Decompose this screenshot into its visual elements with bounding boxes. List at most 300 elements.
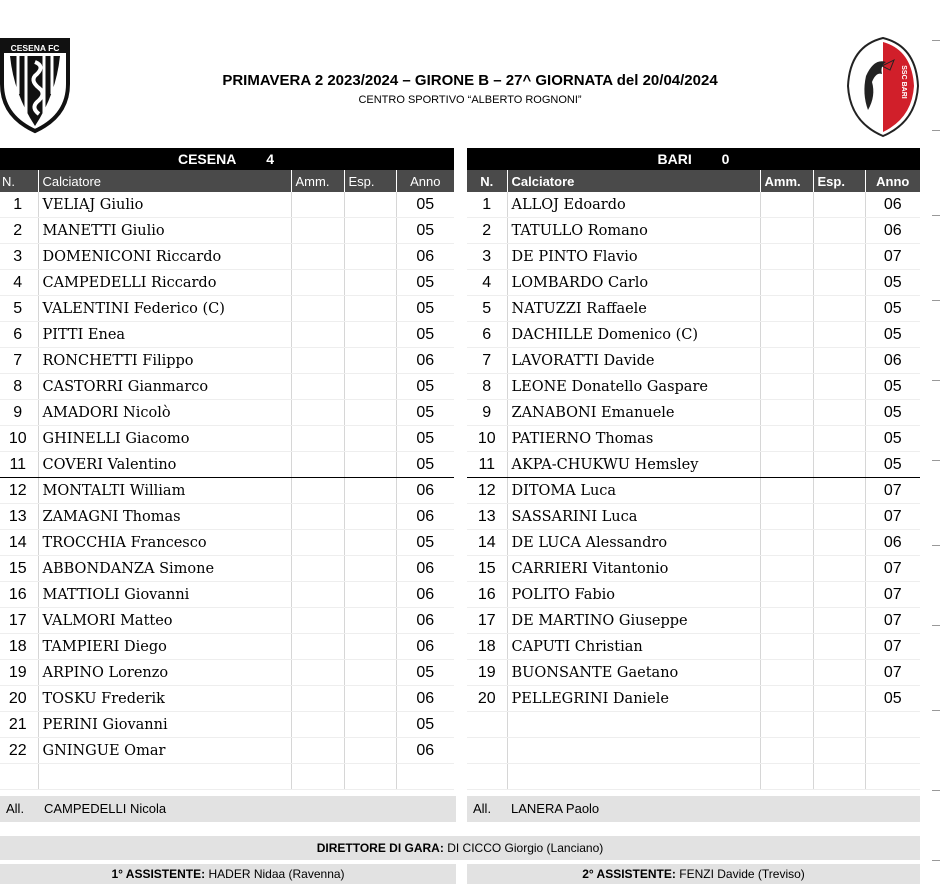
player-number: 2: [467, 218, 507, 244]
player-red-card: [813, 218, 865, 244]
player-row: [0, 764, 454, 790]
player-red-card: [813, 478, 865, 504]
player-yellow-card: [291, 608, 344, 634]
player-birth-year: 06: [396, 478, 454, 504]
player-row: [467, 374, 920, 400]
player-row: [0, 218, 454, 244]
player-birth-year: 06: [865, 348, 920, 374]
player-yellow-card: [760, 738, 813, 764]
player-number: 19: [467, 660, 507, 686]
player-yellow-card: [760, 582, 813, 608]
player-row: [0, 244, 454, 270]
home-team-score: 4: [266, 151, 275, 167]
player-yellow-card: [760, 348, 813, 374]
player-birth-year: 05: [865, 270, 920, 296]
player-red-card: [813, 608, 865, 634]
player-name: TAMPIERI Diego: [38, 634, 291, 660]
player-name: CASTORRI Gianmarco: [38, 374, 291, 400]
home-team-panel: [0, 148, 454, 790]
player-birth-year: 07: [865, 244, 920, 270]
player-yellow-card: [760, 322, 813, 348]
col-amm: Amm.: [291, 170, 344, 192]
player-red-card: [344, 452, 396, 478]
player-number: 14: [467, 530, 507, 556]
player-row: [0, 270, 454, 296]
player-yellow-card: [760, 660, 813, 686]
player-birth-year: 06: [396, 244, 454, 270]
player-name: BUONSANTE Gaetano: [507, 660, 760, 686]
assistant1-name: HADER Nidaa (Ravenna): [208, 867, 345, 881]
player-birth-year: 05: [396, 530, 454, 556]
player-name: LAVORATTI Davide: [507, 348, 760, 374]
player-birth-year: 05: [865, 452, 920, 478]
player-name: COVERI Valentino: [38, 452, 291, 478]
player-row: [467, 348, 920, 374]
home-roster-header-row: [0, 170, 454, 192]
player-number: [0, 764, 38, 790]
player-name: ZANABONI Emanuele: [507, 400, 760, 426]
away-team-score: 0: [721, 151, 730, 167]
col-num: N.: [467, 170, 507, 192]
player-red-card: [344, 582, 396, 608]
player-birth-year: 05: [396, 374, 454, 400]
player-birth-year: 05: [865, 400, 920, 426]
player-row: [0, 556, 454, 582]
player-birth-year: 05: [396, 192, 454, 218]
player-name: VELIAJ Giulio: [38, 192, 291, 218]
assistant1-row: [0, 864, 456, 884]
player-yellow-card: [291, 322, 344, 348]
player-number: 1: [0, 192, 38, 218]
player-birth-year: 06: [396, 348, 454, 374]
player-birth-year: 07: [865, 478, 920, 504]
player-number: 18: [467, 634, 507, 660]
player-birth-year: 05: [396, 400, 454, 426]
player-red-card: [344, 322, 396, 348]
player-yellow-card: [760, 504, 813, 530]
player-yellow-card: [291, 192, 344, 218]
player-name: LOMBARDO Carlo: [507, 270, 760, 296]
player-red-card: [813, 504, 865, 530]
player-yellow-card: [291, 478, 344, 504]
player-row: [467, 582, 920, 608]
player-yellow-card: [760, 530, 813, 556]
player-yellow-card: [291, 296, 344, 322]
player-yellow-card: [291, 530, 344, 556]
player-name: PATIERNO Thomas: [507, 426, 760, 452]
player-yellow-card: [760, 634, 813, 660]
player-birth-year: 06: [865, 218, 920, 244]
player-number: 20: [0, 686, 38, 712]
player-birth-year: 05: [865, 426, 920, 452]
player-birth-year: [865, 712, 920, 738]
player-row: [467, 608, 920, 634]
player-yellow-card: [291, 660, 344, 686]
player-birth-year: [396, 764, 454, 790]
cesena-crest-logo: [0, 34, 78, 134]
player-birth-year: 06: [396, 504, 454, 530]
home-coach-row: [0, 796, 456, 822]
player-red-card: [813, 764, 865, 790]
player-row: [0, 478, 454, 504]
cesena-crest-text: CESENA FC: [10, 43, 60, 53]
player-number: 11: [467, 452, 507, 478]
player-yellow-card: [291, 348, 344, 374]
player-name: NATUZZI Raffaele: [507, 296, 760, 322]
player-number: 20: [467, 686, 507, 712]
player-name: DE PINTO Flavio: [507, 244, 760, 270]
player-row: [467, 400, 920, 426]
home-coach-name: CAMPEDELLI Nicola: [44, 801, 167, 816]
player-name: CAMPEDELLI Riccardo: [38, 270, 291, 296]
player-birth-year: 05: [396, 296, 454, 322]
player-row: [467, 530, 920, 556]
bari-crest-logo: [846, 36, 920, 138]
player-row: [467, 634, 920, 660]
player-row: [0, 452, 454, 478]
player-red-card: [344, 400, 396, 426]
referee-row: [0, 836, 920, 860]
player-birth-year: 05: [865, 322, 920, 348]
player-name: CAPUTI Christian: [507, 634, 760, 660]
player-red-card: [344, 218, 396, 244]
player-row: [467, 270, 920, 296]
player-birth-year: 05: [396, 270, 454, 296]
player-red-card: [344, 764, 396, 790]
player-yellow-card: [291, 764, 344, 790]
player-name: ARPINO Lorenzo: [38, 660, 291, 686]
home-team-header: [0, 148, 454, 170]
player-name: TATULLO Romano: [507, 218, 760, 244]
player-number: 15: [467, 556, 507, 582]
col-anno: Anno: [865, 170, 920, 192]
player-birth-year: 06: [396, 608, 454, 634]
player-birth-year: 05: [396, 322, 454, 348]
player-red-card: [813, 530, 865, 556]
player-yellow-card: [291, 712, 344, 738]
player-number: 8: [467, 374, 507, 400]
player-red-card: [813, 556, 865, 582]
player-yellow-card: [760, 400, 813, 426]
player-number: 19: [0, 660, 38, 686]
col-amm: Amm.: [760, 170, 813, 192]
player-birth-year: 07: [865, 504, 920, 530]
player-name: DE MARTINO Giuseppe: [507, 608, 760, 634]
player-birth-year: [865, 738, 920, 764]
player-red-card: [813, 244, 865, 270]
player-name: ZAMAGNI Thomas: [38, 504, 291, 530]
away-coach-label: All.: [473, 801, 492, 816]
player-birth-year: 05: [396, 452, 454, 478]
player-yellow-card: [291, 244, 344, 270]
player-birth-year: 06: [396, 556, 454, 582]
player-name: PITTI Enea: [38, 322, 291, 348]
assistant2-label: 2° ASSISTENTE:: [582, 867, 676, 881]
player-row: [0, 348, 454, 374]
page-edge-strip: [928, 0, 944, 875]
player-number: 16: [467, 582, 507, 608]
player-yellow-card: [760, 270, 813, 296]
player-red-card: [344, 426, 396, 452]
player-number: 4: [467, 270, 507, 296]
player-name: GNINGUE Omar: [38, 738, 291, 764]
player-red-card: [344, 244, 396, 270]
player-yellow-card: [291, 738, 344, 764]
assistant2-name: FENZI Davide (Treviso): [679, 867, 805, 881]
player-number: 5: [0, 296, 38, 322]
player-red-card: [813, 348, 865, 374]
away-team-header: [467, 148, 920, 170]
player-row: [467, 452, 920, 478]
venue-subtitle: CENTRO SPORTIVO “ALBERTO ROGNONI”: [358, 94, 582, 106]
player-red-card: [344, 634, 396, 660]
player-yellow-card: [291, 374, 344, 400]
player-name: TOSKU Frederik: [38, 686, 291, 712]
player-row: [467, 504, 920, 530]
col-esp: Esp.: [344, 170, 396, 192]
player-row: [467, 218, 920, 244]
player-row: [467, 556, 920, 582]
player-yellow-card: [760, 764, 813, 790]
player-row: [467, 478, 920, 504]
player-number: 12: [467, 478, 507, 504]
player-birth-year: 05: [865, 686, 920, 712]
player-yellow-card: [760, 296, 813, 322]
player-yellow-card: [760, 426, 813, 452]
player-yellow-card: [760, 192, 813, 218]
player-yellow-card: [291, 634, 344, 660]
player-yellow-card: [760, 712, 813, 738]
player-name: DE LUCA Alessandro: [507, 530, 760, 556]
player-birth-year: 06: [396, 738, 454, 764]
away-team-name: BARI: [657, 151, 692, 167]
player-row: [0, 686, 454, 712]
player-number: 12: [0, 478, 38, 504]
home-team-name: CESENA: [177, 151, 237, 167]
player-birth-year: 06: [865, 192, 920, 218]
player-name: SASSARINI Luca: [507, 504, 760, 530]
player-row: [467, 322, 920, 348]
col-num: N.: [0, 170, 38, 192]
player-yellow-card: [760, 244, 813, 270]
player-red-card: [344, 712, 396, 738]
player-name: DOMENICONI Riccardo: [38, 244, 291, 270]
player-name: [507, 712, 760, 738]
player-name: VALMORI Matteo: [38, 608, 291, 634]
player-yellow-card: [760, 556, 813, 582]
player-name: TROCCHIA Francesco: [38, 530, 291, 556]
player-name: LEONE Donatello Gaspare: [507, 374, 760, 400]
home-coach-label: All.: [6, 801, 25, 816]
player-red-card: [813, 738, 865, 764]
player-row: [467, 426, 920, 452]
player-number: 7: [0, 348, 38, 374]
player-name: ABBONDANZA Simone: [38, 556, 291, 582]
player-red-card: [813, 270, 865, 296]
away-coach-name: LANERA Paolo: [511, 801, 600, 816]
player-red-card: [813, 374, 865, 400]
player-red-card: [344, 192, 396, 218]
player-name: GHINELLI Giacomo: [38, 426, 291, 452]
player-row: [0, 738, 454, 764]
player-birth-year: 06: [396, 686, 454, 712]
player-row: [467, 738, 920, 764]
player-name: RONCHETTI Filippo: [38, 348, 291, 374]
player-yellow-card: [291, 218, 344, 244]
referee-label: DIRETTORE DI GARA:: [316, 841, 444, 855]
player-row: [0, 374, 454, 400]
away-roster-header-row: [467, 170, 920, 192]
player-name: MONTALTI William: [38, 478, 291, 504]
player-row: [0, 426, 454, 452]
player-yellow-card: [291, 556, 344, 582]
player-birth-year: [865, 764, 920, 790]
player-row: [0, 504, 454, 530]
player-number: 13: [0, 504, 38, 530]
player-red-card: [344, 374, 396, 400]
player-row: [0, 582, 454, 608]
player-yellow-card: [291, 686, 344, 712]
player-number: 10: [467, 426, 507, 452]
player-birth-year: 07: [865, 660, 920, 686]
player-name: CARRIERI Vitantonio: [507, 556, 760, 582]
player-row: [0, 608, 454, 634]
player-number: 9: [0, 400, 38, 426]
player-row: [467, 244, 920, 270]
player-red-card: [813, 660, 865, 686]
player-number: 9: [467, 400, 507, 426]
player-number: 22: [0, 738, 38, 764]
player-number: 2: [0, 218, 38, 244]
player-row: [467, 764, 920, 790]
player-name: PERINI Giovanni: [38, 712, 291, 738]
player-name: MATTIOLI Giovanni: [38, 582, 291, 608]
player-row: [0, 192, 454, 218]
player-number: 11: [0, 452, 38, 478]
player-birth-year: 05: [396, 660, 454, 686]
player-red-card: [344, 478, 396, 504]
player-birth-year: 06: [396, 634, 454, 660]
player-number: [467, 712, 507, 738]
referee-name: DI CICCO Giorgio (Lanciano): [447, 841, 604, 855]
player-name: DITOMA Luca: [507, 478, 760, 504]
player-name: POLITO Fabio: [507, 582, 760, 608]
player-name: AKPA-CHUKWU Hemsley: [507, 452, 760, 478]
player-yellow-card: [291, 504, 344, 530]
player-number: 14: [0, 530, 38, 556]
player-red-card: [344, 530, 396, 556]
player-name: MANETTI Giulio: [38, 218, 291, 244]
player-row: [0, 400, 454, 426]
player-row: [0, 634, 454, 660]
player-number: 5: [467, 296, 507, 322]
bari-crest-text: SSC BARI: [900, 65, 907, 99]
player-yellow-card: [291, 270, 344, 296]
player-row: [467, 660, 920, 686]
player-red-card: [344, 608, 396, 634]
player-birth-year: 06: [396, 582, 454, 608]
player-row: [467, 686, 920, 712]
player-red-card: [813, 452, 865, 478]
player-name: AMADORI Nicolò: [38, 400, 291, 426]
col-player: Calciatore: [38, 170, 291, 192]
player-red-card: [344, 660, 396, 686]
report-header: [0, 0, 944, 148]
player-red-card: [344, 504, 396, 530]
player-name: VALENTINI Federico (C): [38, 296, 291, 322]
player-name: ALLOJ Edoardo: [507, 192, 760, 218]
col-player: Calciatore: [507, 170, 760, 192]
col-anno: Anno: [396, 170, 454, 192]
match-title: PRIMAVERA 2 2023/2024 – GIRONE B – 27^ GIORNATA del 20/04/2024: [222, 72, 718, 89]
player-number: 8: [0, 374, 38, 400]
player-row: [0, 530, 454, 556]
player-number: 10: [0, 426, 38, 452]
player-number: 1: [467, 192, 507, 218]
player-number: 3: [0, 244, 38, 270]
player-yellow-card: [291, 582, 344, 608]
player-number: 13: [467, 504, 507, 530]
player-birth-year: 05: [865, 374, 920, 400]
player-number: 18: [0, 634, 38, 660]
player-yellow-card: [760, 686, 813, 712]
player-number: [467, 764, 507, 790]
player-name: DACHILLE Domenico (C): [507, 322, 760, 348]
player-row: [0, 660, 454, 686]
player-row: [467, 192, 920, 218]
player-red-card: [344, 686, 396, 712]
away-coach-row: [467, 796, 920, 822]
player-red-card: [813, 322, 865, 348]
player-red-card: [813, 686, 865, 712]
player-red-card: [813, 400, 865, 426]
player-birth-year: 06: [865, 530, 920, 556]
player-red-card: [344, 270, 396, 296]
player-number: 17: [467, 608, 507, 634]
assistant1-label: 1° ASSISTENTE:: [111, 867, 206, 881]
player-number: 17: [0, 608, 38, 634]
player-number: 3: [467, 244, 507, 270]
player-row: [0, 296, 454, 322]
player-birth-year: 05: [865, 296, 920, 322]
player-yellow-card: [760, 478, 813, 504]
player-yellow-card: [760, 452, 813, 478]
player-number: [467, 738, 507, 764]
player-birth-year: 05: [396, 218, 454, 244]
player-number: 21: [0, 712, 38, 738]
player-yellow-card: [291, 426, 344, 452]
player-red-card: [813, 426, 865, 452]
player-red-card: [813, 192, 865, 218]
player-red-card: [344, 296, 396, 322]
player-red-card: [813, 712, 865, 738]
player-red-card: [344, 556, 396, 582]
player-birth-year: 07: [865, 634, 920, 660]
player-birth-year: 05: [396, 712, 454, 738]
player-row: [467, 712, 920, 738]
player-red-card: [813, 582, 865, 608]
player-row: [467, 296, 920, 322]
player-red-card: [813, 634, 865, 660]
player-yellow-card: [760, 608, 813, 634]
player-number: 7: [467, 348, 507, 374]
player-birth-year: 07: [865, 582, 920, 608]
assistant2-row: [467, 864, 920, 884]
player-name: [38, 764, 291, 790]
player-yellow-card: [291, 452, 344, 478]
player-number: 6: [0, 322, 38, 348]
player-number: 4: [0, 270, 38, 296]
